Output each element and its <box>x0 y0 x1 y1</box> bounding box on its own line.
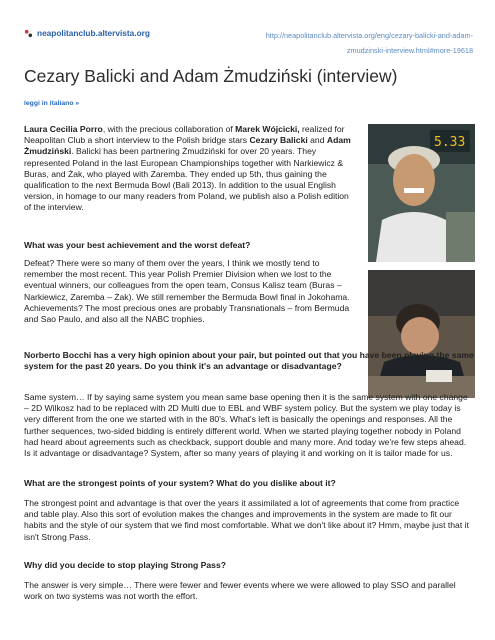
answer-3: The strongest point and advantage is that over the years it assimilated a lot of agreements that come from practice and table play. Also this sort of evolution makes the changes and improvements in the system are made to fit our habits and the style of our system that we find most comfortable. What we don't like about it? Hmm, maybe just that it isn't Strong Pass. <box>24 498 469 542</box>
question-2: Norberto Bocchi has a very high opinion about your pair, but pointed out that you have been playing the same system for the past 20 years. Do you think it's an advantage or disadvantage? <box>24 350 474 372</box>
photo-player-at-table <box>368 270 475 398</box>
url-line-1: http://neapolitanclub.altervista.org/eng/cezary-balicki-and-adam- <box>265 31 473 40</box>
player-name-balicki: Cezary Balicki <box>249 135 308 146</box>
question-3: What are the strongest points of your system? What do you dislike about it? <box>24 478 336 488</box>
author-name: Laura Cecilia Porro <box>24 124 103 134</box>
page-url[interactable] <box>203 28 473 58</box>
site-name-link[interactable] <box>24 28 150 38</box>
player-name-zmudzinski: Adam Żmudziński <box>24 135 351 157</box>
answer-2: Same system… If by saying same system you mean same base opening then it is the same system with one change – 2D Wilkosz had to be replaced with 2D Multi due to EBL and WBF system policy. But the system we play today is very different from the one we started with in the 80's. What's left is basically the openings and responses. All the further sequences, two-sided bidding is entirely different world. When we started playing together nobody in Poland had heard about agreements such as checkback, support double and many more. And today we're few steps ahead. Is it advantage or disadvantage? System, after so many years of playing it and working on it is tailor made for us. <box>24 392 468 459</box>
article-title: Cezary Balicki and Adam Żmudziński (interview) <box>24 66 398 86</box>
answer-1: Defeat? There were so many of them over the years, I think we mostly tend to remember the most recent. This year Polish Premier Division when we lost to the eventual winners, our colleagues from the open team, Consus Kalisz team (Buras – Narkiewicz, Zaremba – Żak). We still remember the Bermuda Bowl final in Jokohama. Achievements? The most precious ones are probably Transnationals – from Bermuda and Sao Paulo, and also all the NABC trophies. <box>24 258 350 325</box>
page-header <box>24 26 473 56</box>
intro-paragraph: Laura Cecilia Porro, with the precious collaboration of Marek Wójcicki, realized for Neapolitan Club a short interview to the Polish bridge stars Cezary Balicki and Adam Żmudziński. Balicki has been partnering Żmudziński for over 20 years. They represented Poland in the last European Championships together with Narkiewicz & Buras, and Żak, who played with Zaremba. They ended up 5th, thus gaining the qualification to the next Bermuda Bowl (Bali 2013). In addition to the usual English version, in homage to our many readers from Poland, we publish also a Polish edition of the interview. <box>24 124 351 213</box>
collaborator-name: Marek Wójcicki, <box>235 124 300 134</box>
svg-text:5.33: 5.33 <box>434 135 466 150</box>
url-line-2: zmudzinski-interview.html#more-19618 <box>346 46 473 55</box>
site-name: neapolitanclub.altervista.org <box>37 28 150 38</box>
question-4: Why did you decide to stop playing Strong Pass? <box>24 560 226 570</box>
question-1: What was your best achievement and the worst defeat? <box>24 240 251 250</box>
italian-version-link[interactable]: leggi in italiano » <box>24 100 80 107</box>
photo-player-smiling <box>368 124 475 262</box>
site-logo-icon <box>24 29 33 38</box>
answer-4: The answer is very simple… There were fewer and fewer events where we were allowed to play SSO and parallel work on two systems was not worth the effort. <box>24 580 456 602</box>
